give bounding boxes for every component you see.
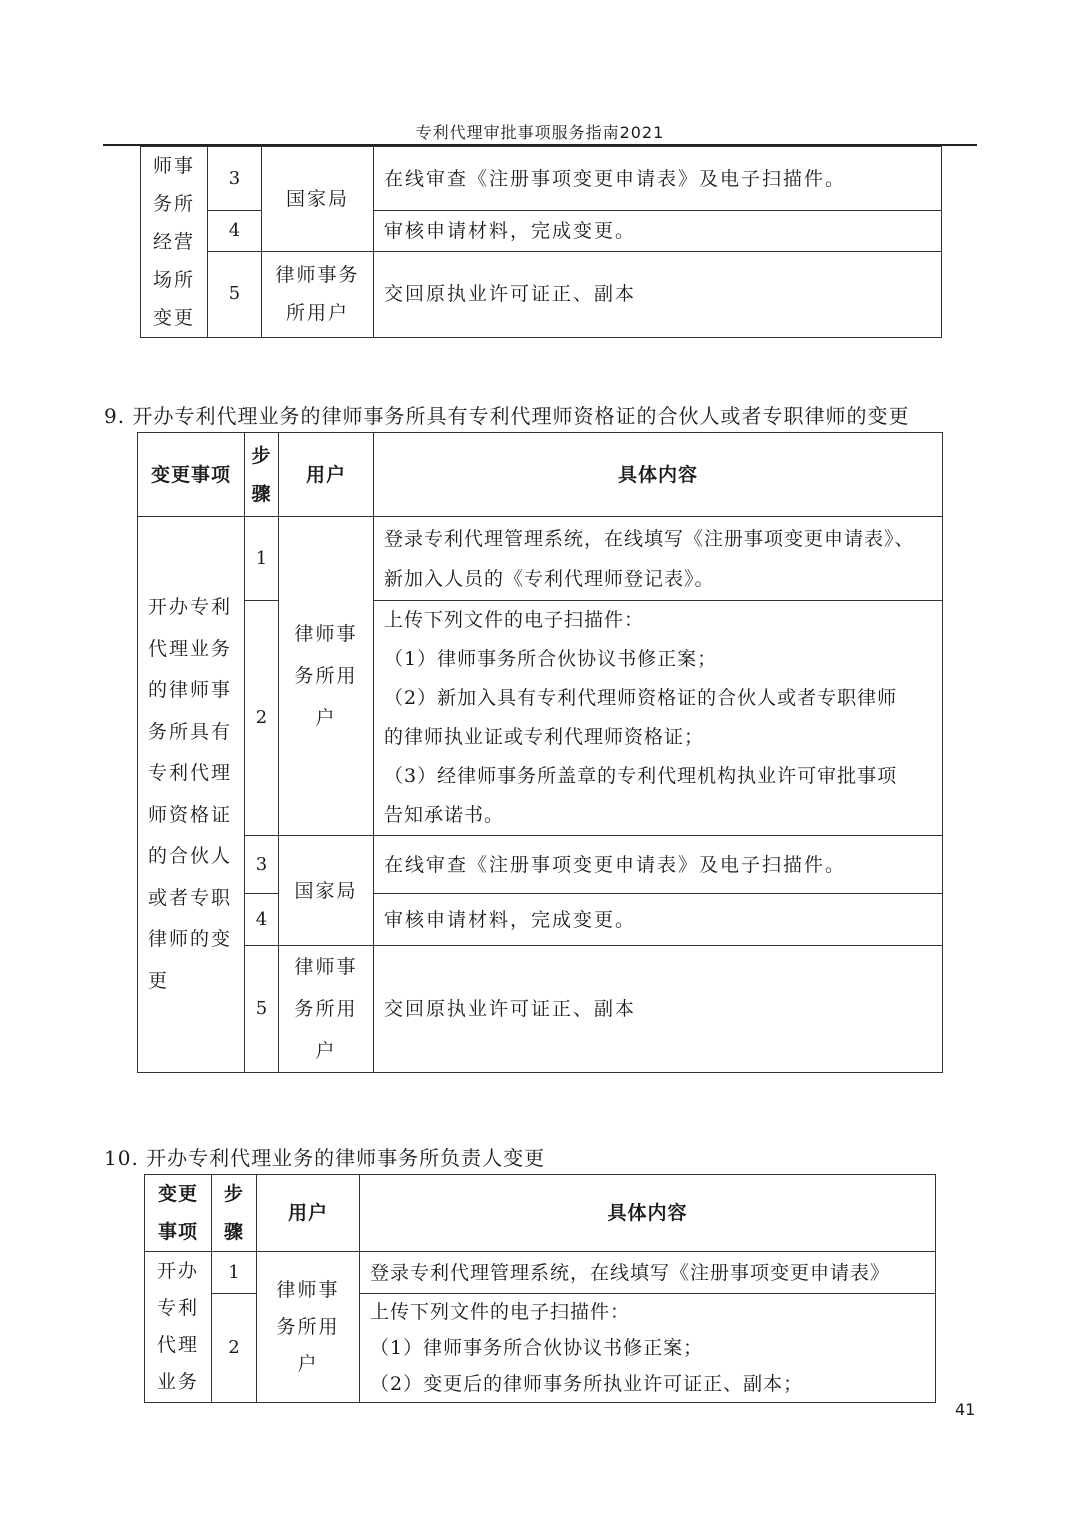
content-line: （2）变更后的律师事务所执业许可证正、副本；: [370, 1373, 804, 1395]
user-line: 务所用: [276, 1315, 340, 1338]
user-line: 律师事: [276, 1278, 340, 1301]
item-line: 专利: [156, 1297, 199, 1319]
header-content: 具体内容: [374, 433, 943, 517]
item-line: 更: [148, 969, 170, 992]
item-line: 务所具有: [148, 720, 233, 743]
header-step: [212, 1175, 257, 1252]
item-cell: [141, 147, 208, 338]
table-row: [138, 894, 943, 946]
step-cell: 1: [212, 1252, 257, 1294]
header-item-line: 事项: [157, 1221, 198, 1243]
table-continued: [140, 146, 942, 338]
table-row: [138, 946, 943, 1073]
table-section-9: [137, 432, 943, 1073]
user-line: 户: [315, 707, 337, 729]
item-cell: [145, 1252, 212, 1403]
table-header-row: [138, 433, 943, 517]
step-cell: 5: [208, 251, 262, 337]
user-line: 律师事: [294, 956, 358, 978]
user-line: 律师事务: [275, 264, 360, 287]
user-line: 务所用: [294, 998, 358, 1020]
step-cell: 3: [208, 147, 262, 211]
item-cell: [138, 517, 245, 1073]
user-cell: [262, 251, 374, 337]
user-cell: 国家局: [279, 836, 374, 946]
content-line: 告知承诺书。: [384, 804, 505, 826]
content-cell: [374, 601, 943, 836]
step-cell: 2: [245, 601, 279, 836]
table-row: [141, 251, 942, 337]
item-line: 师事: [152, 155, 195, 177]
item-line: 师资格证: [148, 803, 233, 826]
step-cell: 3: [245, 836, 279, 894]
item-line: 经营: [152, 231, 195, 253]
step-cell: 1: [245, 517, 279, 601]
user-cell: 国家局: [262, 147, 374, 252]
item-line: 的合伙人: [148, 845, 233, 867]
item-line: 代理业务: [148, 637, 233, 660]
user-line: 户: [297, 1352, 319, 1375]
item-line: 代理: [156, 1334, 199, 1356]
header-step: [245, 433, 279, 517]
content-cell: 在线审查《注册事项变更申请表》及电子扫描件。: [374, 836, 943, 894]
user-line: 务所用: [294, 665, 358, 687]
user-line: 所用户: [285, 302, 349, 325]
content-cell: [360, 1294, 936, 1403]
section-title-9: 9. 开办专利代理业务的律师事务所具有专利代理师资格证的合伙人或者专职律师的变更: [104, 404, 910, 428]
content-line: 登录专利代理管理系统，在线填写《注册事项变更申请表》、: [384, 527, 915, 550]
user-cell: [279, 946, 374, 1073]
content-cell: 登录专利代理管理系统，在线填写《注册事项变更申请表》: [360, 1252, 936, 1294]
content-cell: 交回原执业许可证正、副本: [374, 946, 943, 1073]
content-line: （1）律师事务所合伙协议书修正案；: [370, 1337, 704, 1359]
table-section-10: [144, 1174, 936, 1403]
content-line: （1）律师事务所合伙协议书修正案；: [384, 648, 718, 670]
item-line: 务所: [152, 193, 195, 215]
item-line: 或者专职: [148, 886, 233, 909]
table-row: [138, 517, 943, 601]
item-line: 开办: [156, 1260, 199, 1282]
content-line: （3）经律师事务所盖章的专利代理机构执业许可审批事项: [384, 765, 898, 787]
table-row: [138, 836, 943, 894]
running-header: 专利代理审批事项服务指南2021: [415, 123, 665, 142]
item-line: 业务: [156, 1371, 199, 1393]
table-row: [145, 1252, 936, 1294]
header-step-line: 步: [251, 444, 272, 467]
item-line: 律师的变: [148, 928, 233, 950]
header-item: 变更事项: [138, 433, 245, 517]
item-line: 变更: [152, 307, 195, 329]
page-number: 41: [955, 1400, 976, 1419]
table-row: [141, 211, 942, 251]
header-item-line: 变更: [157, 1183, 198, 1205]
content-line: 的律师执业证或专利代理师资格证；: [384, 726, 705, 748]
table-row: [138, 601, 943, 836]
item-line: 的律师事: [148, 679, 233, 701]
user-line: 户: [315, 1040, 337, 1062]
content-cell: 审核申请材料，完成变更。: [374, 894, 943, 946]
header-content: 具体内容: [360, 1175, 936, 1252]
content-cell: 审核申请材料，完成变更。: [374, 211, 942, 251]
table-row: [141, 147, 942, 211]
content-line: 新加入人员的《专利代理师登记表》。: [384, 567, 715, 590]
header-user: 用户: [257, 1175, 360, 1252]
header-step-line: 骤: [251, 482, 272, 505]
step-cell: 2: [212, 1294, 257, 1403]
header-item: [145, 1175, 212, 1252]
content-line: （2）新加入具有专利代理师资格证的合伙人或者专职律师: [384, 687, 898, 709]
header-step-line: 骤: [223, 1221, 244, 1243]
user-line: 律师事: [294, 623, 358, 645]
item-line: 开办专利: [148, 596, 233, 618]
content-cell: 在线审查《注册事项变更申请表》及电子扫描件。: [374, 147, 942, 211]
table-header-row: [145, 1175, 936, 1252]
step-cell: 5: [245, 946, 279, 1073]
content-cell: 交回原执业许可证正、副本: [374, 251, 942, 337]
content-cell: [374, 517, 943, 601]
header-step-line: 步: [223, 1183, 244, 1205]
step-cell: 4: [245, 894, 279, 946]
item-line: 场所: [152, 269, 195, 291]
header-user: 用户: [279, 433, 374, 517]
content-line: 上传下列文件的电子扫描件：: [384, 609, 645, 631]
user-cell: [257, 1252, 360, 1403]
content-line: 上传下列文件的电子扫描件：: [370, 1301, 631, 1323]
step-cell: 4: [208, 211, 262, 251]
item-line: 专利代理: [148, 762, 233, 784]
user-cell: [279, 517, 374, 836]
section-title-10: 10. 开办专利代理业务的律师事务所负责人变更: [104, 1146, 546, 1170]
